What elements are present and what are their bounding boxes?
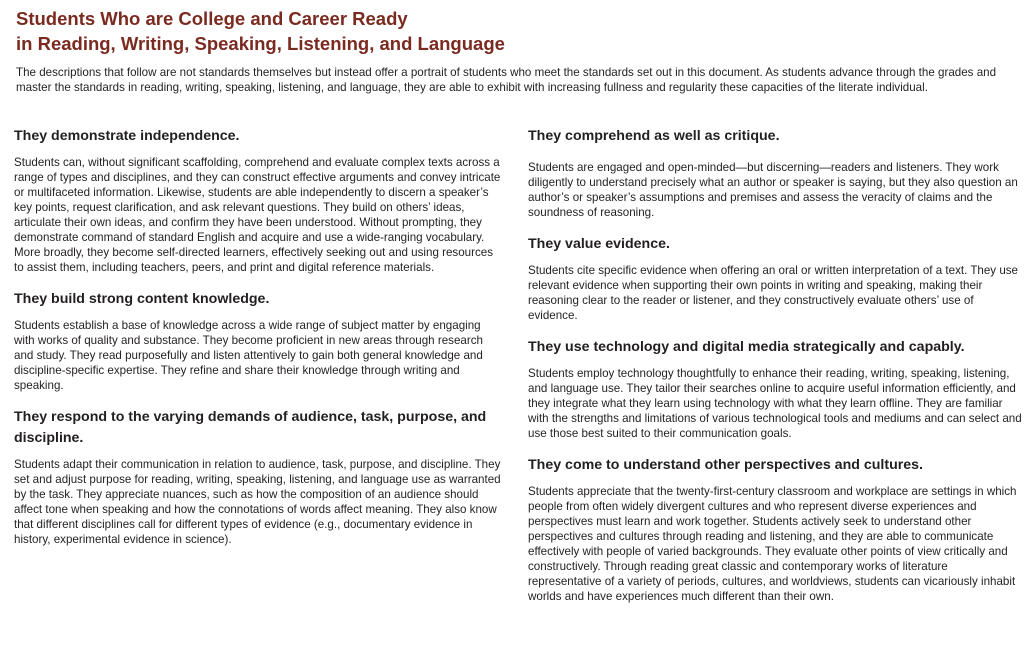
title-line-1: Students Who are College and Career Ready bbox=[16, 8, 408, 29]
left-column bbox=[14, 126, 504, 560]
title-line-2: in Reading, Writing, Speaking, Listening, and Language bbox=[16, 33, 505, 54]
section-body: Students employ technology thoughtfully to enhance their reading, writing, speaking, listening, and language use. They tailor their searches online to acquire useful information efficiently, and they integrate what they learn using technology with what they learn offline. They are familiar with the strengths and limitations of various technological tools and mediums and can select and use those best suited to their communication goals. bbox=[528, 367, 1022, 440]
section-heading: They respond to the varying demands of audience, task, purpose, and discipline. bbox=[14, 409, 487, 446]
document-page bbox=[14, 0, 1022, 603]
section-body: Students are engaged and open-minded—but discerning—readers and listeners. They work diligently to understand precisely what an author or speaker is saying, but they also question an author’s or speaker’s assumptions and premises and assess the veracity of claims and the soundness of reasoning. bbox=[528, 161, 1018, 219]
right-column bbox=[528, 126, 1024, 617]
section-body: Students can, without significant scaffolding, comprehend and evaluate complex texts across a range of types and disciplines, and they can construct effective arguments and convey intricate or multifaceted information. Likewise, students are able independently to discern a speaker’s key points, request clarification, and ask relevant questions. They build on others’ ideas, articulate their own ideas, and confirm they have been understood. Without prompting, they demonstrate command of standard English and acquire and use a wide-ranging vocabulary. More broadly, they become self-directed learners, effectively seeking out and using resources to assist them, including teachers, peers, and print and digital reference materials. bbox=[14, 156, 501, 274]
page-title bbox=[16, 6, 1018, 56]
section-heading: They use technology and digital media strategically and capably. bbox=[528, 339, 965, 355]
section-body: Students establish a base of knowledge across a wide range of subject matter by engaging with works of quality and substance. They become proficient in new areas through research and study. They read purposefully and listen attentively to gain both general knowledge and discipline-specific expertise. They refine and share their knowledge through writing and speaking. bbox=[14, 319, 483, 392]
section-independence bbox=[14, 126, 504, 275]
section-body: Students adapt their communication in relation to audience, task, purpose, and discipline. They set and adjust purpose for reading, writing, speaking, listening, and language use as warranted by the task. They appreciate nuances, such as how the composition of an audience should affect tone when speaking and how the connotations of words affect meaning. They also know that different disciplines call for different types of evidence (e.g., documentary evidence in history, experimental evidence in science). bbox=[14, 458, 501, 546]
section-audience-task bbox=[14, 407, 504, 547]
section-heading: They come to understand other perspectives and cultures. bbox=[528, 457, 923, 473]
section-heading: They build strong content knowledge. bbox=[14, 291, 270, 307]
section-content-knowledge bbox=[14, 289, 504, 393]
section-body: Students appreciate that the twenty-first-century classroom and workplace are settings in which people from often widely divergent cultures and who represent diverse experiences and perspectives must learn and work together. Students actively seek to understand other perspectives and cultures through reading and listening, and they are able to communicate effectively with people of varied backgrounds. They evaluate other points of view critically and constructively. Through reading great classic and contemporary works of literature representative of a variety of periods, cultures, and worldviews, students can vicariously inhabit worlds and have experiences much different than their own. bbox=[528, 485, 1017, 603]
section-technology bbox=[528, 337, 1024, 441]
section-heading: They value evidence. bbox=[528, 236, 670, 252]
intro-paragraph: The descriptions that follow are not standards themselves but instead offer a portrait of students who meet the standards set out in this document. As students advance through the grades and master the standards in reading, writing, speaking, listening, and language, they are able to exhibit with increasing fullness and regularity these capacities of the literate individual. bbox=[16, 66, 997, 94]
section-body: Students cite specific evidence when offering an oral or written interpretation of a text. They use relevant evidence when supporting their own points in writing and speaking, making their reasoning clear to the reader or listener, and they constructively evaluate others’ use of evidence. bbox=[528, 264, 1019, 322]
section-perspectives-cultures bbox=[528, 455, 1024, 604]
section-heading: They comprehend as well as critique. bbox=[528, 128, 780, 144]
section-value-evidence bbox=[528, 234, 1024, 323]
section-comprehend-critique bbox=[528, 126, 1024, 220]
section-heading: They demonstrate independence. bbox=[14, 128, 240, 144]
